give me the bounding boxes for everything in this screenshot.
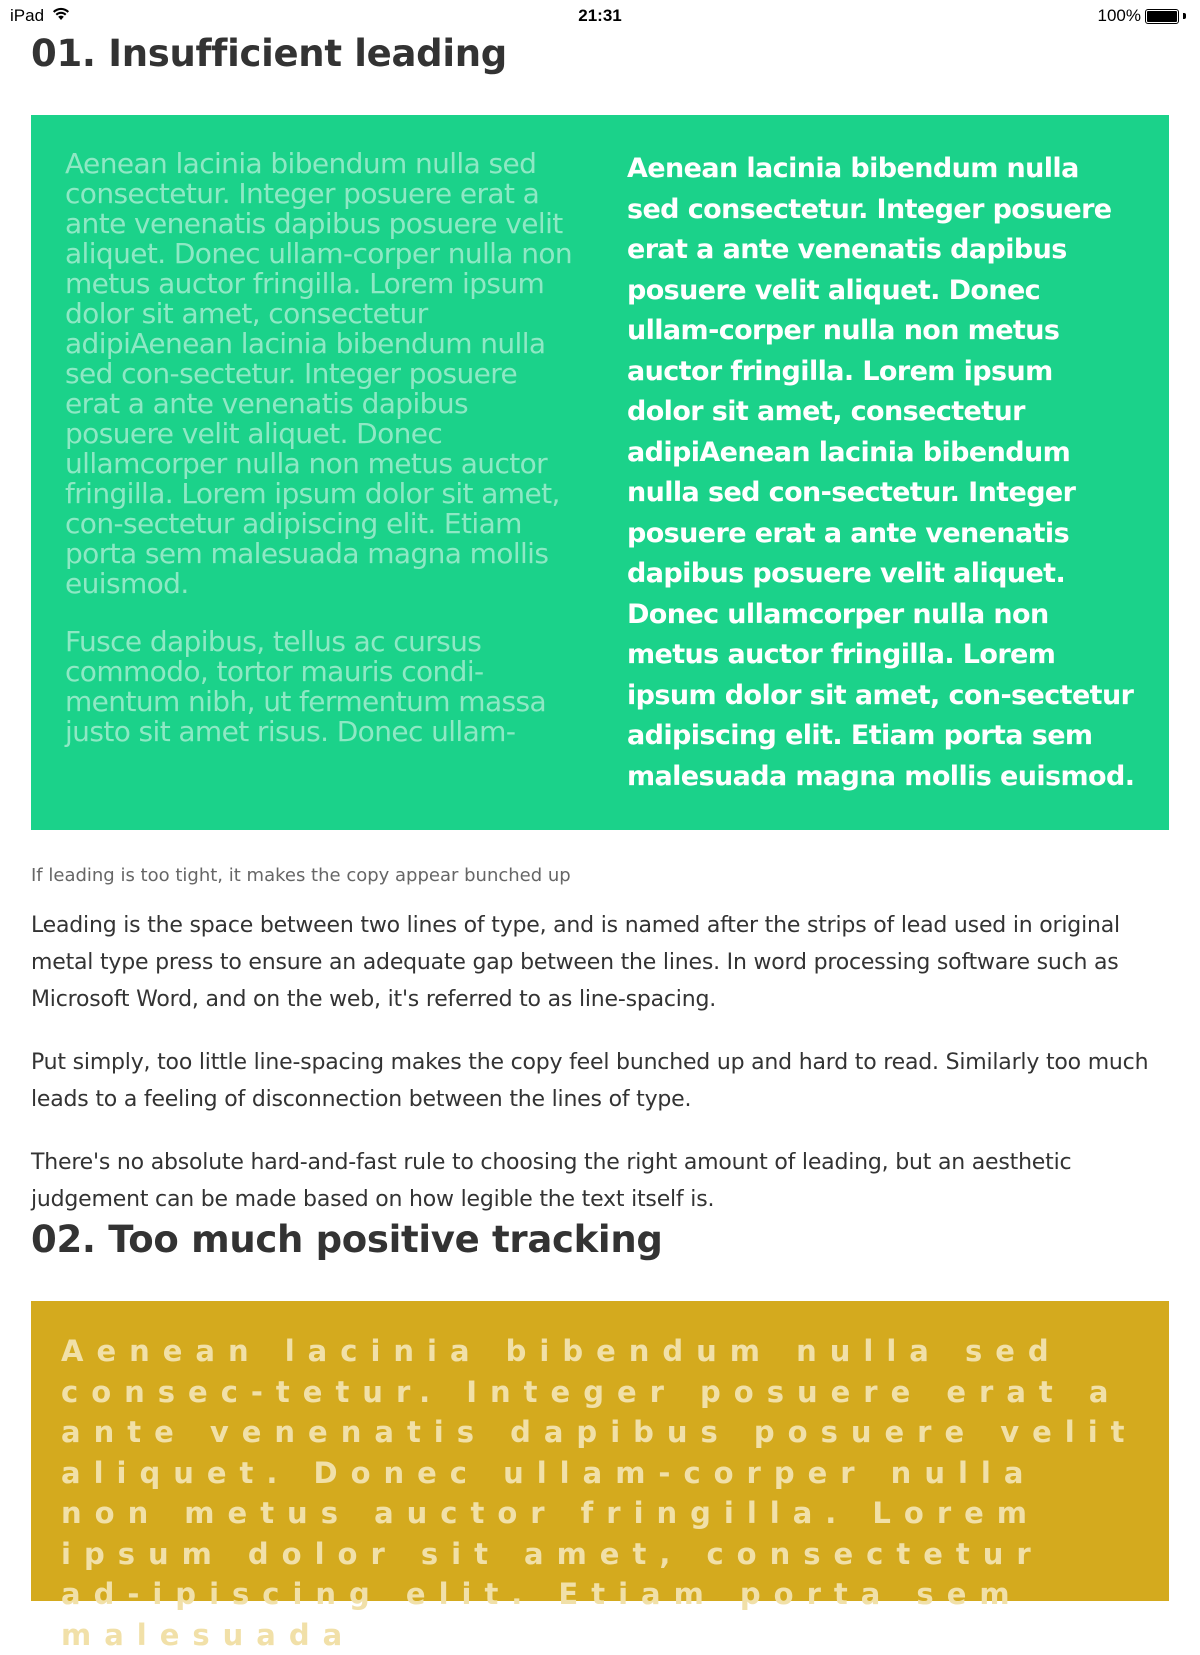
tight-paragraph-1: Aenean lacinia bibendum nulla sed consectetur. Integer posuere erat a ante venenatis dapibus posuere velit aliquet. Donec ullam-corper nulla non metus auctor fringilla. Lorem ipsum dolor sit amet, consectetur adipiAenean lacinia bibendum nulla sed con-sectetur. Integer posuere erat a ante venenatis dapibus posuere velit aliquet. Donec ullamcorper nulla non metus auctor fringilla. Lorem ipsum dolor sit amet, con-sectetur adipiscing elit. Etiam porta sem malesuada magna mollis euismod. [65, 147, 573, 600]
body-paragraph: Put simply, too little line-spacing makes the copy feel bunched up and hard to read. Similarly too much leads to a feeling of disconnection between the lines of type. [31, 1050, 1149, 1112]
tracking-example-figure [31, 1301, 1169, 1652]
section-heading-leading: 01. Insufficient leading [31, 32, 507, 75]
tracked-text [61, 1331, 1141, 1655]
status-right [1098, 6, 1186, 26]
article-content [31, 32, 1169, 1652]
status-bar [0, 0, 1200, 32]
section-heading-tracking: 02. Too much positive tracking [31, 1218, 663, 1261]
good-paragraph: Aenean lacinia bibendum nulla sed consectetur. Integer posuere erat a ante venenatis dapibus posuere velit aliquet. Donec ullam-corper nulla non metus auctor fringilla. Lorem ipsum dolor sit amet, consectetur adipiAenean lacinia bibendum nulla sed con-sectetur. Integer posuere erat a ante venenatis dapibus posuere velit aliquet. Donec ullamcorper nulla non metus auctor fringilla. Lorem ipsum dolor sit amet, con-sectetur adipiscing elit. Etiam porta sem malesuada magna mollis euismod. [627, 153, 1135, 792]
battery-tip [1183, 13, 1186, 19]
tracked-paragraph: Aenean lacinia bibendum nulla sed consec-tetur. Integer posuere erat a ante venenatis dapibus posuere velit aliquet. Donec ullam-corper nulla non metus auctor fringilla. Lorem ipsum dolor sit amet, consectetur ad-ipiscing elit. Etiam porta sem malesuada [61, 1334, 1138, 1652]
good-leading-column [627, 149, 1137, 830]
figure-caption: If leading is too tight, it makes the copy appear bunched up [31, 865, 571, 886]
tight-paragraph-2: Fusce dapibus, tellus ac cursus commodo, tortor mauris condi-mentum nibh, ut fermentum massa justo sit amet risus. Donec ullam- [65, 625, 547, 748]
battery-icon [1145, 9, 1179, 24]
tight-leading-column [65, 149, 575, 830]
body-paragraph: Leading is the space between two lines of type, and is named after the strips of lead used in original metal type press to ensure an adequate gap between the lines. In word processing software such as Microsoft Word, and on the web, it's referred to as line-spacing. [31, 913, 1120, 1012]
battery-percent: 100% [1097, 6, 1141, 25]
leading-example-figure [31, 115, 1169, 830]
body-paragraph: There's no absolute hard-and-fast rule to choosing the right amount of leading, but an aesthetic judgement can be made based on how legible the text itself is. [31, 1150, 1072, 1212]
status-time: 21:31 [578, 6, 622, 25]
device-label: iPad [10, 6, 45, 25]
